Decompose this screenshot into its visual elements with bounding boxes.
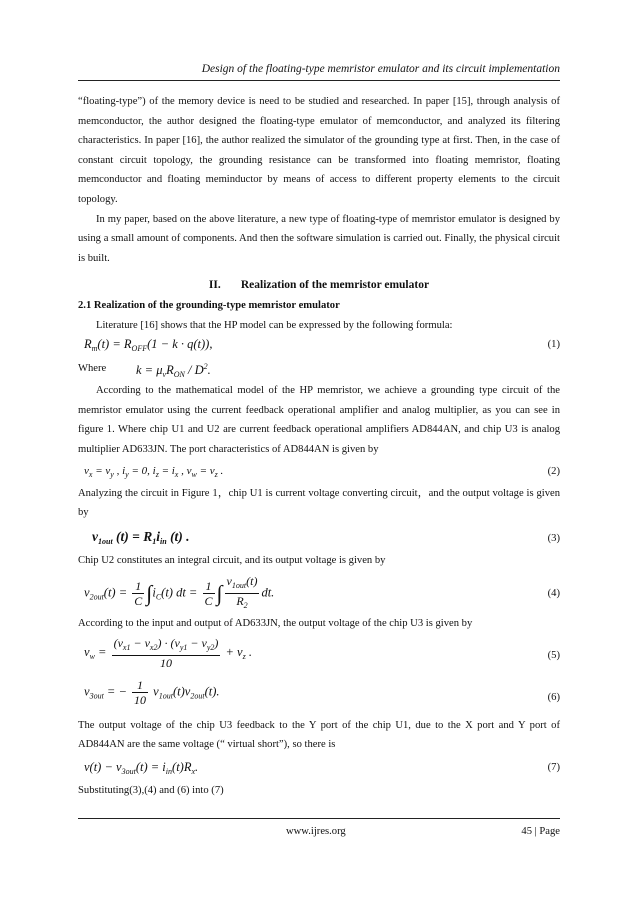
paragraph-u1: Analyzing the circuit in Figure 1，chip U1 is current voltage converting circuit，and the output voltage is given by xyxy=(78,487,560,519)
equation-2-number: (2) xyxy=(547,465,560,477)
where-line xyxy=(78,357,560,381)
running-header: Design of the floating-type memristor emulator and its circuit implementation xyxy=(201,63,560,75)
section-title: Realization of the memristor emulator xyxy=(240,279,430,292)
page-body xyxy=(78,92,560,801)
equation-3-number: (3) xyxy=(547,532,560,544)
paragraph-hp-model: Literature [16] shows that the HP model can be expressed by the following formula: xyxy=(96,319,453,331)
equation-4 xyxy=(78,570,560,614)
paragraph-u3: According to the input and output of AD633JN, the output voltage of the chip U3 is given by xyxy=(78,618,473,630)
paragraph-substituting: Substituting(3),(4) and (6) into (7) xyxy=(78,785,224,797)
header-rule xyxy=(78,80,560,81)
footer-page-number: 45 | Page xyxy=(521,826,560,837)
section-heading xyxy=(78,276,560,296)
paragraph-u2: Chip U2 constitutes an integral circuit, and its output voltage is given by xyxy=(78,554,386,566)
subsection-heading: 2.1 Realization of the grounding-type memristor emulator xyxy=(78,299,340,311)
paragraph-intro: “floating-type”) of the memory device is need to be studied and researched. In paper [15], through analysis of memconductor, the author designed the floating-type emulator of memconductor, and analyzed its filtering characteristics. In paper [16], the author realized the simulator of the grounding type at first. Then, in the case of constant circuit topology, the grounding resistance can be transformed into floating memristor, floating memconductor and floating meminductor by means of access to different property elements to the circuit topology. xyxy=(78,96,560,205)
equation-4-math: $v_{2out}(t)$ = $\frac{1}{C}$ $\int i_C(t)$ dt = $\frac{1}{C}$ ∫ $\frac{v_{1out}(t)}{R_2}$ dt. xyxy=(84,574,275,611)
footer-rule xyxy=(78,818,560,819)
equation-5 xyxy=(78,634,560,676)
equation-6-math: $v_{3out}$ = − $\frac{1}{10}$ $v_{1out}(t)v_{2out}(t)$. xyxy=(84,677,220,707)
equation-3 xyxy=(78,523,560,551)
equation-7-math: $v(t) - v_{3out}(t) = i_{in}(t)R_x$. xyxy=(84,760,199,777)
paragraph-virtual-short: The output voltage of the chip U3 feedback to the Y port of the chip U1, due to the X port and Y port of AD844AN are the same voltage (“ virtual short”), so there is xyxy=(78,719,560,751)
paragraph-proposal: In my paper, based on the above literature, a new type of floating-type of memristor emulator is designed by using a small amount of components. And then the software simulation is carried out. Finally, the physical circuit is built. xyxy=(78,213,560,264)
where-math: $k = \mu_vR_{ON} / D^2$. xyxy=(136,362,211,380)
footer-url: www.ijres.org xyxy=(286,826,346,837)
equation-3-math: $v_{1out}$ $(t) = R_1i_{in}$ (t) . xyxy=(92,528,190,546)
equation-7-number: (7) xyxy=(547,762,560,774)
equation-6 xyxy=(78,676,560,716)
equation-6-number: (6) xyxy=(547,691,560,703)
equation-1 xyxy=(78,335,560,357)
equation-5-math: $v_w$ = $\frac{(v_{x1} - v_{x2}) \cdot (v_{y1} - v_{y2})}{10}$ + $v_z$ . xyxy=(84,635,252,670)
equation-2-math: $v_x = v_y$ , $i_y = 0$, $i_z = i_x$ , $v_w = v_z$ . xyxy=(84,464,224,479)
where-label: Where xyxy=(78,363,107,375)
section-number: II. xyxy=(208,279,221,292)
equation-1-math: $R_m(t) = R_{OFF}(1 - k \cdot q(t))$, xyxy=(84,337,213,354)
equation-4-number: (4) xyxy=(547,588,560,600)
paragraph-hp-circuit: According to the mathematical model of the HP memristor, we achieve a grounding type circuit of the memristor emulator using the current feedback operational amplifier and analog multiplier, as you can see in figure 1. Where chip U1 and U2 are current feedback operational amplifiers AD844AN, and chip U3 is analog multiplier AD633JN. The port characteristics of AD844AN is given by xyxy=(78,385,560,455)
equation-7 xyxy=(78,755,560,781)
equation-5-number: (5) xyxy=(547,649,560,661)
equation-2 xyxy=(78,460,560,484)
equation-1-number: (1) xyxy=(547,339,560,351)
